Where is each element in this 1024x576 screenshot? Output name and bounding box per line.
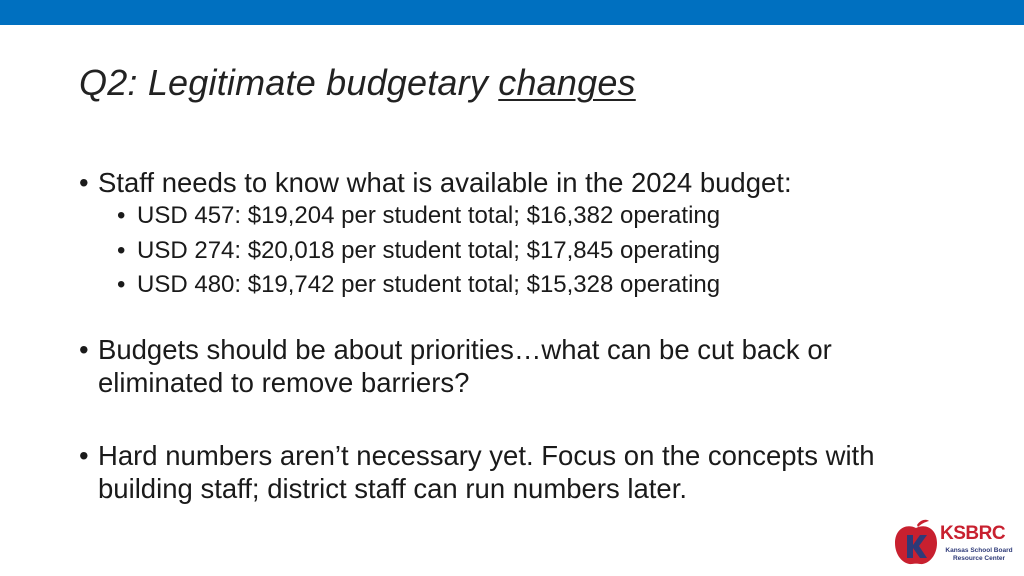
bullet-hard-numbers: • Hard numbers aren’t necessary yet. Focus on the concepts with building staff; district staff can run numbers later.: [79, 439, 959, 505]
top-accent-bar: [0, 0, 1024, 25]
title-text: Q2: Legitimate budgetary: [79, 62, 499, 103]
logo-subtitle: Kansas School Board Resource Center: [945, 547, 1013, 562]
sub-bullet-usd-274: • USD 274: $20,018 per student total; $17,845 operating: [79, 234, 959, 269]
sub-bullet-usd-457: • USD 457: $19,204 per student total; $16,382 operating: [79, 199, 959, 234]
title-underlined-word: changes: [498, 62, 636, 103]
bullet-budget-availability: • Staff needs to know what is available in the 2024 budget:: [79, 166, 959, 199]
bullet-list: [79, 166, 959, 505]
ksbrc-logo: [893, 517, 1015, 567]
slide-title: [79, 62, 636, 104]
bullet-priorities: • Budgets should be about priorities…what can be cut back or eliminated to remove barriers?: [79, 333, 959, 399]
logo-wordmark: KSBRC: [940, 523, 1006, 544]
apple-k-logo-icon: [893, 517, 939, 565]
sub-bullet-usd-480: • USD 480: $19,742 per student total; $15,328 operating: [79, 268, 959, 303]
